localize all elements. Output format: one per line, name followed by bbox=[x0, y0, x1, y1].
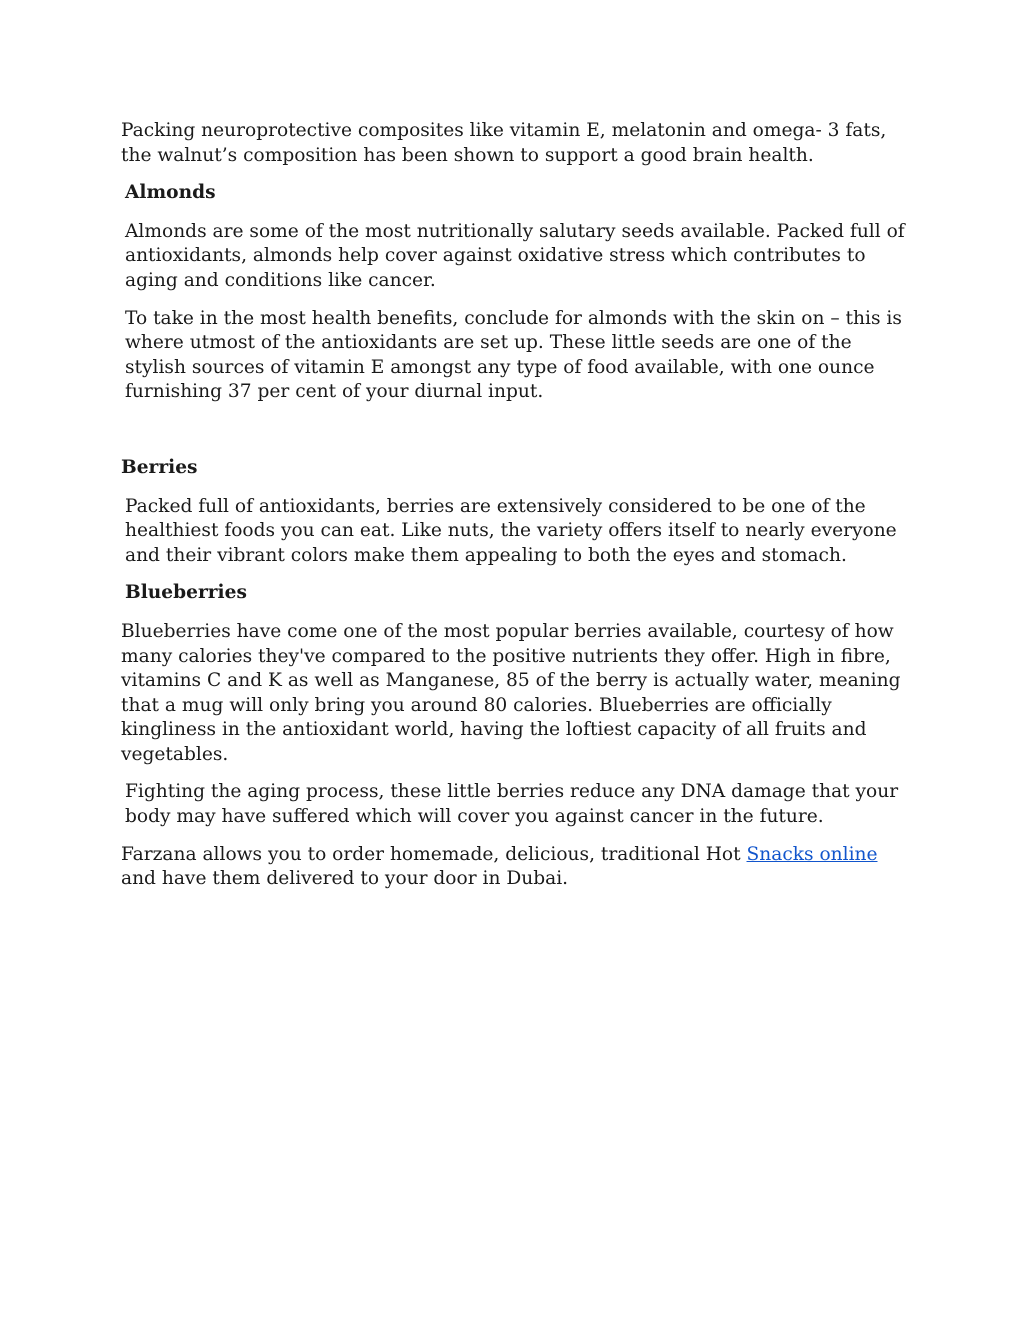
almonds-paragraph-1: Almonds are some of the most nutritionally salutary seeds available. Packed full of antioxidants, almonds help cover against oxidative stress which contributes to aging and conditions like cancer. bbox=[125, 220, 905, 291]
berries-paragraph: Packed full of antioxidants, berries are extensively considered to be one of the healthiest foods you can eat. Like nuts, the variety offers itself to nearly everyone and their vibrant colors make them appealing to both the eyes and stomach. bbox=[125, 495, 897, 566]
snacks-online-link[interactable]: Snacks online bbox=[746, 843, 878, 865]
closing-text-after: and have them delivered to your door in Dubai. bbox=[121, 868, 569, 890]
blueberries-paragraph-2: Fighting the aging process, these little berries reduce any DNA damage that your body may have suffered which will cover you against cancer in the future. bbox=[125, 781, 899, 828]
closing-paragraph bbox=[121, 843, 911, 892]
blueberries-paragraph-1: Blueberries have come one of the most popular berries available, courtesy of how many calories they've compared to the positive nutrients they offer. High in fibre, vitamins C and K as well as Manganese, 85 of the berry is actually water, meaning that a mug will only bring you around 80 calories. Blueberries are officially kingliness in the antioxidant world, having the loftiest capacity of all fruits and vegetables. bbox=[121, 620, 901, 765]
almonds-heading: Almonds bbox=[125, 182, 216, 204]
closing-text-before: Farzana allows you to order homemade, delicious, traditional Hot bbox=[121, 843, 747, 865]
document-page bbox=[121, 119, 911, 905]
blueberries-heading: Blueberries bbox=[125, 582, 247, 604]
intro-paragraph: Packing neuroprotective composites like vitamin E, melatonin and omega- 3 fats, the walnut’s composition has been shown to support a good brain health. bbox=[121, 120, 887, 166]
berries-heading: Berries bbox=[121, 456, 198, 478]
section-spacer bbox=[121, 418, 911, 456]
almonds-paragraph-2: To take in the most health benefits, conclude for almonds with the skin on – this is where utmost of the antioxidants are set up. These little seeds are one of the stylish sources of vitamin E amongst any type of food available, with one ounce furnishing 37 per cent of your diurnal input. bbox=[125, 307, 902, 403]
